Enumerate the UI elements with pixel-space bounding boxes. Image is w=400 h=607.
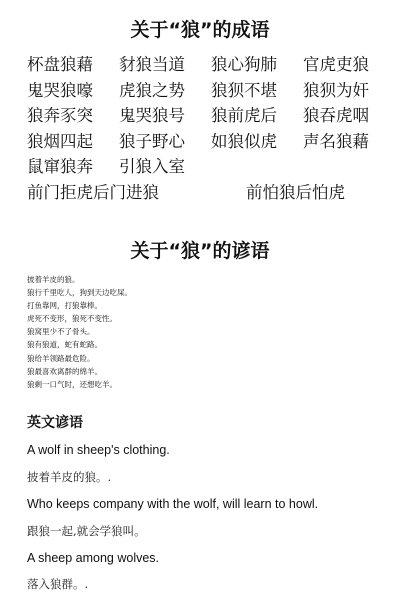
- english-proverbs-heading: 英文谚语: [27, 415, 83, 431]
- chinese-translation: 披着羊皮的狼。.: [27, 470, 112, 484]
- proverb-item: 打鱼靠网，打狼靠棒。: [27, 301, 102, 311]
- idiom-item: 狼狈不堪: [211, 80, 277, 100]
- proverb-list: [27, 273, 132, 391]
- idiom-item: 狼子野心: [119, 131, 185, 151]
- idiom-item: 狼狈为奸: [303, 80, 369, 100]
- idiom-item: 杯盘狼藉: [27, 55, 93, 74]
- idiom-item: 狼烟四起: [27, 131, 93, 151]
- idiom-item: 鼠窜狼奔: [27, 157, 93, 177]
- idiom-item-long: 前门拒虎后门进狼: [27, 183, 159, 202]
- proverb-item: 虎死不变形，狼死不变性。: [27, 314, 117, 324]
- english-proverb: A wolf in sheep's clothing.: [27, 443, 170, 457]
- proverb-item: 狼最喜欢离群的绵羊。: [27, 366, 102, 376]
- idiom-item: 声名狼藉: [303, 131, 369, 151]
- idiom-item: 引狼入室: [119, 157, 185, 177]
- chinese-translation: 跟狼一起,就会学狼叫。: [27, 524, 146, 538]
- idiom-item: 狼前虎后: [211, 106, 277, 126]
- english-proverb: A sheep among wolves.: [27, 551, 160, 565]
- proverb-item: 狼有狼道，蛇有蛇路。: [27, 340, 102, 350]
- proverb-item: 狼行千里吃人，狗到天边吃屎。: [27, 288, 132, 298]
- idiom-item: 豺狼当道: [119, 55, 185, 74]
- proverbs-title: 关于“狼”的谚语: [130, 240, 270, 262]
- idiom-item: 鬼哭狼号: [119, 106, 185, 126]
- idiom-item: 狼心狗肺: [211, 55, 277, 74]
- english-proverb: Who keeps company with the wolf, will learn to howl.: [27, 497, 319, 511]
- idiom-item: 虎狼之势: [119, 80, 185, 100]
- proverb-item: 披着羊皮的狼。: [27, 275, 80, 284]
- proverb-item: 狼剩一口气时，还想吃羊。: [27, 379, 117, 389]
- chinese-translation: 落入狼群。.: [27, 577, 89, 591]
- idiom-grid: [27, 52, 387, 180]
- proverb-item: 狼给羊领路最危险。: [27, 353, 95, 363]
- idioms-title: 关于“狼”的成语: [130, 19, 270, 41]
- idiom-item: 鬼哭狼嚎: [27, 80, 93, 100]
- idiom-item: 官虎吏狼: [303, 55, 369, 74]
- idiom-item-long: 前怕狼后怕虎: [246, 183, 345, 202]
- idiom-item: 狼吞虎咽: [303, 106, 369, 126]
- idiom-item: 如狼似虎: [211, 131, 277, 151]
- proverb-item: 狼窝里少不了骨头。: [27, 327, 95, 337]
- idiom-item: 狼奔豕突: [27, 106, 93, 126]
